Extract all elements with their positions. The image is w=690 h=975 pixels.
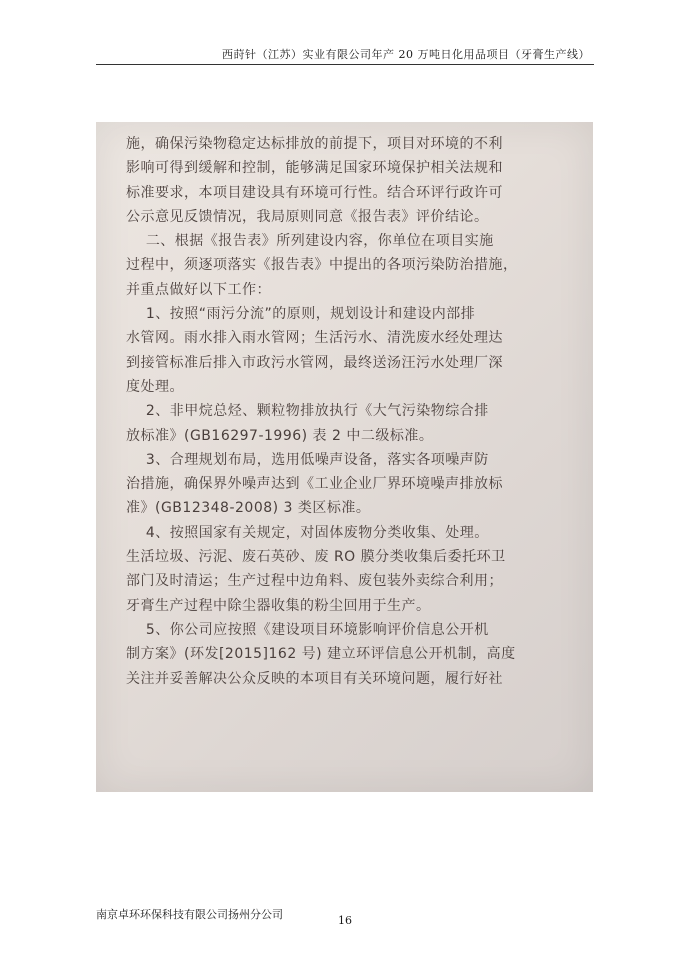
photo-text-line: 水管网。雨水排入雨水管网；生活污水、清洗废水经处理达 bbox=[126, 330, 503, 347]
photo-text-line: 公示意见反馈情况，我局原则同意《报告表》评价结论。 bbox=[126, 208, 489, 225]
photo-text-line: 度处理。 bbox=[126, 378, 184, 395]
header-title: 西莳针（江苏）实业有限公司年产 20 万吨日化用品项目（牙膏生产线） bbox=[222, 48, 590, 61]
photo-text-line: 1、按照“雨污分流”的原则，规划设计和建设内部排 bbox=[126, 306, 476, 323]
photo-text-line: 5、你公司应按照《建设项目环境影响评价信息公开机 bbox=[126, 621, 489, 638]
footer-company: 南京卓环环保科技有限公司扬州分公司 bbox=[96, 908, 283, 921]
photo-text-block bbox=[126, 132, 556, 691]
photo-text-line: 生活垃圾、污泥、废石英砂、废 RO 膜分类收集后委托环卫 bbox=[126, 549, 506, 566]
photo-text-line: 过程中，须逐项落实《报告表》中提出的各项污染防治措施， bbox=[126, 257, 518, 274]
photo-text-line: 标准要求，本项目建设具有环境可行性。结合环评行政许可 bbox=[126, 184, 503, 201]
photo-text-line: 到接管标准后排入市政污水管网，最终送汤汪污水处理厂深 bbox=[126, 354, 503, 371]
header-divider bbox=[96, 64, 594, 65]
photo-text-line: 部门及时清运；生产过程中边角料、废包装外卖综合利用； bbox=[126, 573, 503, 590]
photo-text-line: 放标准》(GB16297-1996) 表 2 中二级标准。 bbox=[126, 427, 434, 444]
photo-text-line: 治措施，确保界外噪声达到《工业企业厂界环境噪声排放标 bbox=[126, 476, 503, 493]
photo-text-line: 2、非甲烷总烃、颗粒物排放执行《大气污染物综合排 bbox=[126, 403, 489, 420]
photo-text-line: 施，确保污染物稳定达标排放的前提下，项目对环境的不利 bbox=[126, 136, 503, 152]
photo-text-line: 牙膏生产过程中除尘器收集的粉尘回用于生产。 bbox=[126, 597, 431, 614]
document-photo bbox=[96, 122, 593, 792]
photo-text-line: 影响可得到缓解和控制，能够满足国家环境保护相关法规和 bbox=[126, 160, 503, 177]
photo-text-line: 制方案》(环发[2015]162 号) 建立环评信息公开机制，高度 bbox=[126, 646, 516, 663]
photo-text-line: 关注并妥善解决公众反映的本项目有关环境问题，履行好社 bbox=[126, 670, 503, 687]
photo-text-line: 4、按照国家有关规定，对固体废物分类收集、处理。 bbox=[126, 524, 489, 541]
photo-text-line: 准》(GB12348-2008) 3 类区标准。 bbox=[126, 500, 371, 517]
page-number: 16 bbox=[338, 914, 352, 927]
photo-text-line: 二、根据《报告表》所列建设内容，你单位在项目实施 bbox=[126, 233, 494, 250]
photo-text-line: 3、合理规划布局，选用低噪声设备，落实各项噪声防 bbox=[126, 451, 489, 468]
photo-text-line: 并重点做好以下工作： bbox=[126, 281, 271, 298]
